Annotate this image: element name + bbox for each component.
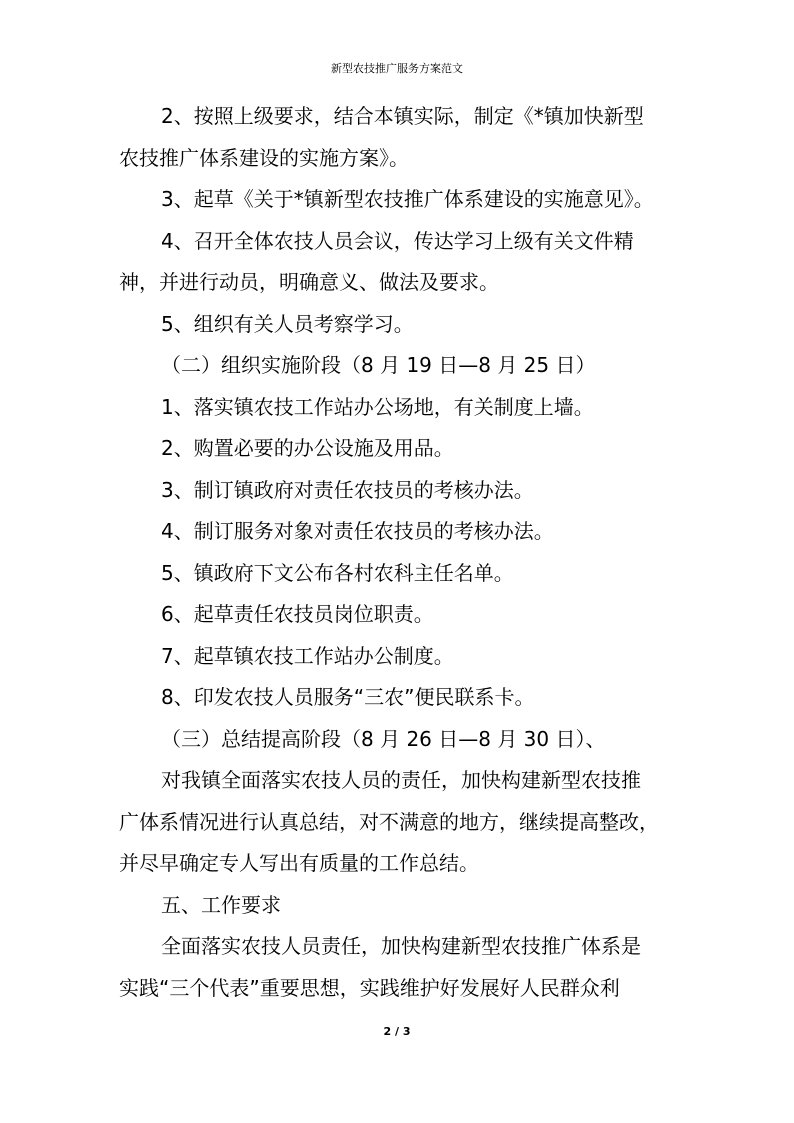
page-header: 新型农技推广服务方案范文 [331,62,463,75]
paragraph-line: 6、起草责任农技员岗位职责。 [161,602,434,626]
paragraph-line: 实践“三个代表”重要思想，实践维护好发展好人民群众利 [119,975,620,1000]
paragraph-line: 广体系情况进行认真总结，对不满意的地方，继续提高整改， [119,809,659,834]
paragraph-line: 4、制订服务对象对责任农技员的考核办法。 [161,519,554,543]
section-heading: （二）组织实施阶段（8 月 19 日—8 月 25 日） [161,353,596,377]
document-body [119,96,679,1009]
paragraph-line: 3、起草《关于*镇新型农技推广体系建设的实施意见》。 [161,187,654,211]
paragraph-line: 并尽早确定专人写出有质量的工作总结。 [119,851,479,875]
paragraph-line: 1、落实镇农技工作站办公场地，有关制度上墙。 [161,394,594,419]
paragraph-line: 8、印发农技人员服务“三农”便民联系卡。 [161,685,535,709]
section-heading: 五、工作要求 [161,892,281,917]
paragraph-line: 4、召开全体农技人员会议，传达学习上级有关文件精 [161,228,634,253]
paragraph-line: 对我镇全面落实农技人员的责任，加快构建新型农技推 [161,768,641,792]
paragraph-line: 全面落实农技人员责任，加快构建新型农技推广体系是 [161,934,641,958]
page-number: 2 / 3 [383,1025,411,1038]
paragraph-line: 3、制订镇政府对责任农技员的考核办法。 [161,477,534,502]
section-heading: （三）总结提高阶段（8 月 26 日—8 月 30 日）、 [161,726,606,751]
paragraph-line: 神，并进行动员，明确意义、做法及要求。 [119,270,499,294]
paragraph-line: 5、镇政府下文公布各村农科主任名单。 [161,560,514,585]
paragraph-line: 2、购置必要的办公设施及用品。 [161,436,454,460]
paragraph-line: 2、按照上级要求，结合本镇实际，制定《*镇加快新型 [161,104,644,128]
paragraph-line: 5、组织有关人员考察学习。 [161,311,414,336]
paragraph-line: 7、起草镇农技工作站办公制度。 [161,643,454,668]
paragraph-line: 农技推广体系建设的实施方案》。 [119,145,409,170]
